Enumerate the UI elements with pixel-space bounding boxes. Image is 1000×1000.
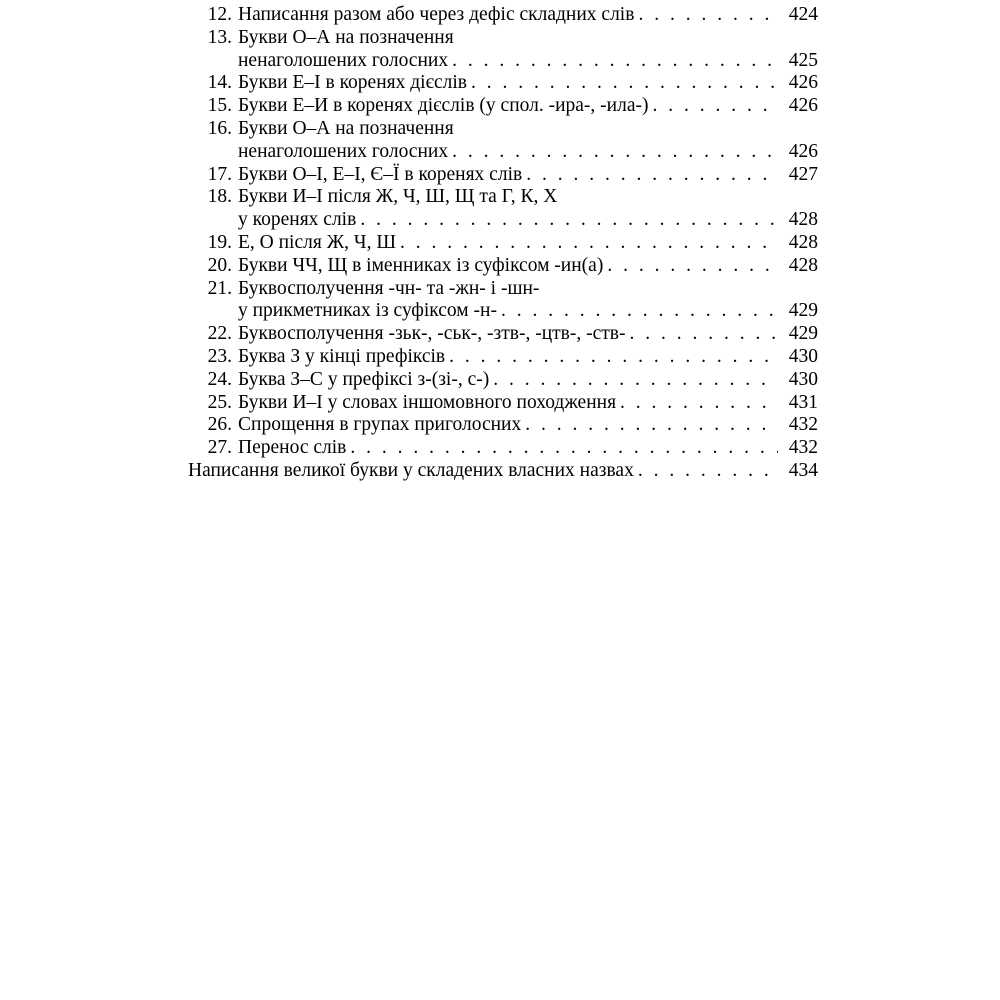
- toc-entry-number: 27.: [207, 437, 232, 459]
- toc-page-number: 430: [788, 345, 818, 367]
- toc-entry-title: Букви Е–И в коренях дієслів (у спол. -ира-, -ила-): [238, 95, 649, 117]
- toc-page-number: 434: [788, 459, 818, 481]
- toc-entry-title: ненаголошених голосних: [238, 49, 449, 71]
- toc-entry-number: 14.: [207, 72, 232, 94]
- toc-page-number: 428: [788, 231, 818, 253]
- toc-entry-line: [238, 369, 818, 392]
- toc-entry-number: 15.: [207, 95, 232, 117]
- toc-page-number: 426: [788, 95, 818, 117]
- dot-leader: [630, 323, 779, 346]
- toc-entry: [188, 323, 818, 346]
- dot-leader: [452, 141, 778, 164]
- toc-entry-number: 26.: [207, 414, 232, 436]
- toc-entry-title: Буква З у кінці префіксів: [238, 345, 446, 367]
- toc-entry-number: 17.: [207, 163, 232, 185]
- toc-entry: [188, 437, 818, 460]
- toc-entry-line: [238, 141, 818, 164]
- dot-leader: [525, 414, 778, 437]
- toc-entry-title: Букви Е–І в коренях дієслів: [238, 72, 467, 94]
- toc-entry-title: Написання разом або через дефіс складних слів: [238, 4, 635, 25]
- dot-leader: [526, 164, 778, 187]
- toc-page-number: 428: [788, 209, 818, 231]
- toc-entry-title: у прикметниках із суфіксом -н-: [238, 300, 497, 322]
- dot-leader: [652, 95, 778, 118]
- toc-entry-line: [238, 346, 818, 369]
- toc-entry-line: [238, 414, 818, 437]
- toc-entry-line: [238, 437, 818, 460]
- toc-entry-title: Перенос слів: [238, 437, 347, 459]
- toc-page-number: 428: [788, 254, 818, 276]
- dot-leader: [471, 72, 778, 95]
- dot-leader: [607, 255, 778, 278]
- toc-entry-title: Буквосполучення -зьк-, -ськ-, -зтв-, -цтв-, -ств-: [238, 323, 626, 345]
- toc-entry-title: Букви О–А на позначення: [238, 26, 454, 48]
- dot-leader: [638, 4, 778, 27]
- toc-entry: [188, 186, 818, 232]
- dot-leader: [360, 209, 778, 232]
- toc-entry-line: [238, 232, 818, 255]
- toc-entry: [188, 4, 818, 27]
- dot-leader: [638, 460, 778, 483]
- toc-entry-line: [238, 95, 818, 118]
- toc-entry-line: [238, 164, 818, 187]
- toc-page-number: 427: [788, 163, 818, 185]
- toc-page-number: 426: [788, 140, 818, 162]
- toc-entry-title: Спрощення в групах приголосних: [238, 414, 522, 436]
- dot-leader: [350, 437, 778, 460]
- toc-entry-line: [238, 72, 818, 95]
- toc-page-number: 430: [788, 368, 818, 390]
- toc-entry-title: Буквосполучення -чн- та -жн- і -шн-: [238, 277, 540, 299]
- toc-entry-top-level: [188, 460, 818, 483]
- toc-page-number: 432: [788, 414, 818, 436]
- toc-entry-line: [238, 50, 818, 73]
- toc-entry-number: 18.: [207, 186, 232, 208]
- toc-page-number: 432: [788, 437, 818, 459]
- toc-entry-title: Букви И–І після Ж, Ч, Ш, Щ та Г, К, Х: [238, 186, 558, 208]
- toc-entry: [188, 255, 818, 278]
- toc-entry: [188, 27, 818, 73]
- toc-entry-title: Букви О–А на позначення: [238, 117, 454, 139]
- toc-entry: [188, 118, 818, 164]
- toc-entry-number: 24.: [207, 368, 232, 390]
- toc-entry: [188, 72, 818, 95]
- toc-page-number: 426: [788, 72, 818, 94]
- toc-entry-number: 20.: [207, 254, 232, 276]
- toc-entry-number: 16.: [207, 117, 232, 139]
- toc-entry-title: Буква З–С у префіксі з-(зі-, с-): [238, 368, 490, 390]
- toc-entry: [188, 164, 818, 187]
- toc-entry-line: [238, 278, 818, 301]
- toc-entry-number: 13.: [207, 26, 232, 48]
- toc-page-number: 424: [788, 4, 818, 25]
- toc-entry: [188, 414, 818, 437]
- toc-entry-title: Е, О після Ж, Ч, Ш: [238, 231, 397, 253]
- toc-entry-number: 25.: [207, 391, 232, 413]
- toc-entry-line: [188, 460, 818, 483]
- toc-entry-title: Букви О–І, Е–І, Є–Ї в коренях слів: [238, 163, 523, 185]
- toc-entry-line: [238, 27, 818, 50]
- dot-leader: [620, 392, 778, 415]
- toc-page-number: 429: [788, 300, 818, 322]
- dot-leader: [452, 50, 778, 73]
- toc-entry-line: [238, 118, 818, 141]
- dot-leader: [449, 346, 778, 369]
- toc-entry-number: 19.: [207, 231, 232, 253]
- toc-entry-line: [238, 255, 818, 278]
- toc-entry-line: [238, 392, 818, 415]
- toc-entry-number: 21.: [207, 277, 232, 299]
- toc-entry-number: 23.: [207, 345, 232, 367]
- toc-entry-line: [238, 300, 818, 323]
- toc-entry: [188, 278, 818, 324]
- toc-entry-number: 12.: [207, 4, 232, 25]
- toc-entry: [188, 95, 818, 118]
- toc-entry-title: Букви И–І у словах іншомовного походження: [238, 391, 617, 413]
- dot-leader: [493, 369, 778, 392]
- toc-entry: [188, 232, 818, 255]
- dot-leader: [400, 232, 778, 255]
- toc-entry-title: Букви ЧЧ, Щ в іменниках із суфіксом -ин(а): [238, 254, 604, 276]
- toc-page-number: 429: [788, 323, 818, 345]
- toc-entry-line: [238, 4, 818, 27]
- toc-page-number: 431: [788, 391, 818, 413]
- toc-entry-line: [238, 209, 818, 232]
- toc-entry-title: ненаголошених голосних: [238, 140, 449, 162]
- toc-page-number: 425: [788, 49, 818, 71]
- toc-entry-line: [238, 323, 818, 346]
- toc-entry: [188, 346, 818, 369]
- toc-entry-number: 22.: [207, 323, 232, 345]
- toc-entry-line: [238, 186, 818, 209]
- toc-entry-title: у коренях слів: [238, 209, 357, 231]
- toc-entry-title: Написання великої букви у складених власних назвах: [188, 459, 634, 481]
- toc-entry: [188, 369, 818, 392]
- dot-leader: [501, 300, 778, 323]
- toc-entry: [188, 392, 818, 415]
- table-of-contents: [188, 4, 818, 483]
